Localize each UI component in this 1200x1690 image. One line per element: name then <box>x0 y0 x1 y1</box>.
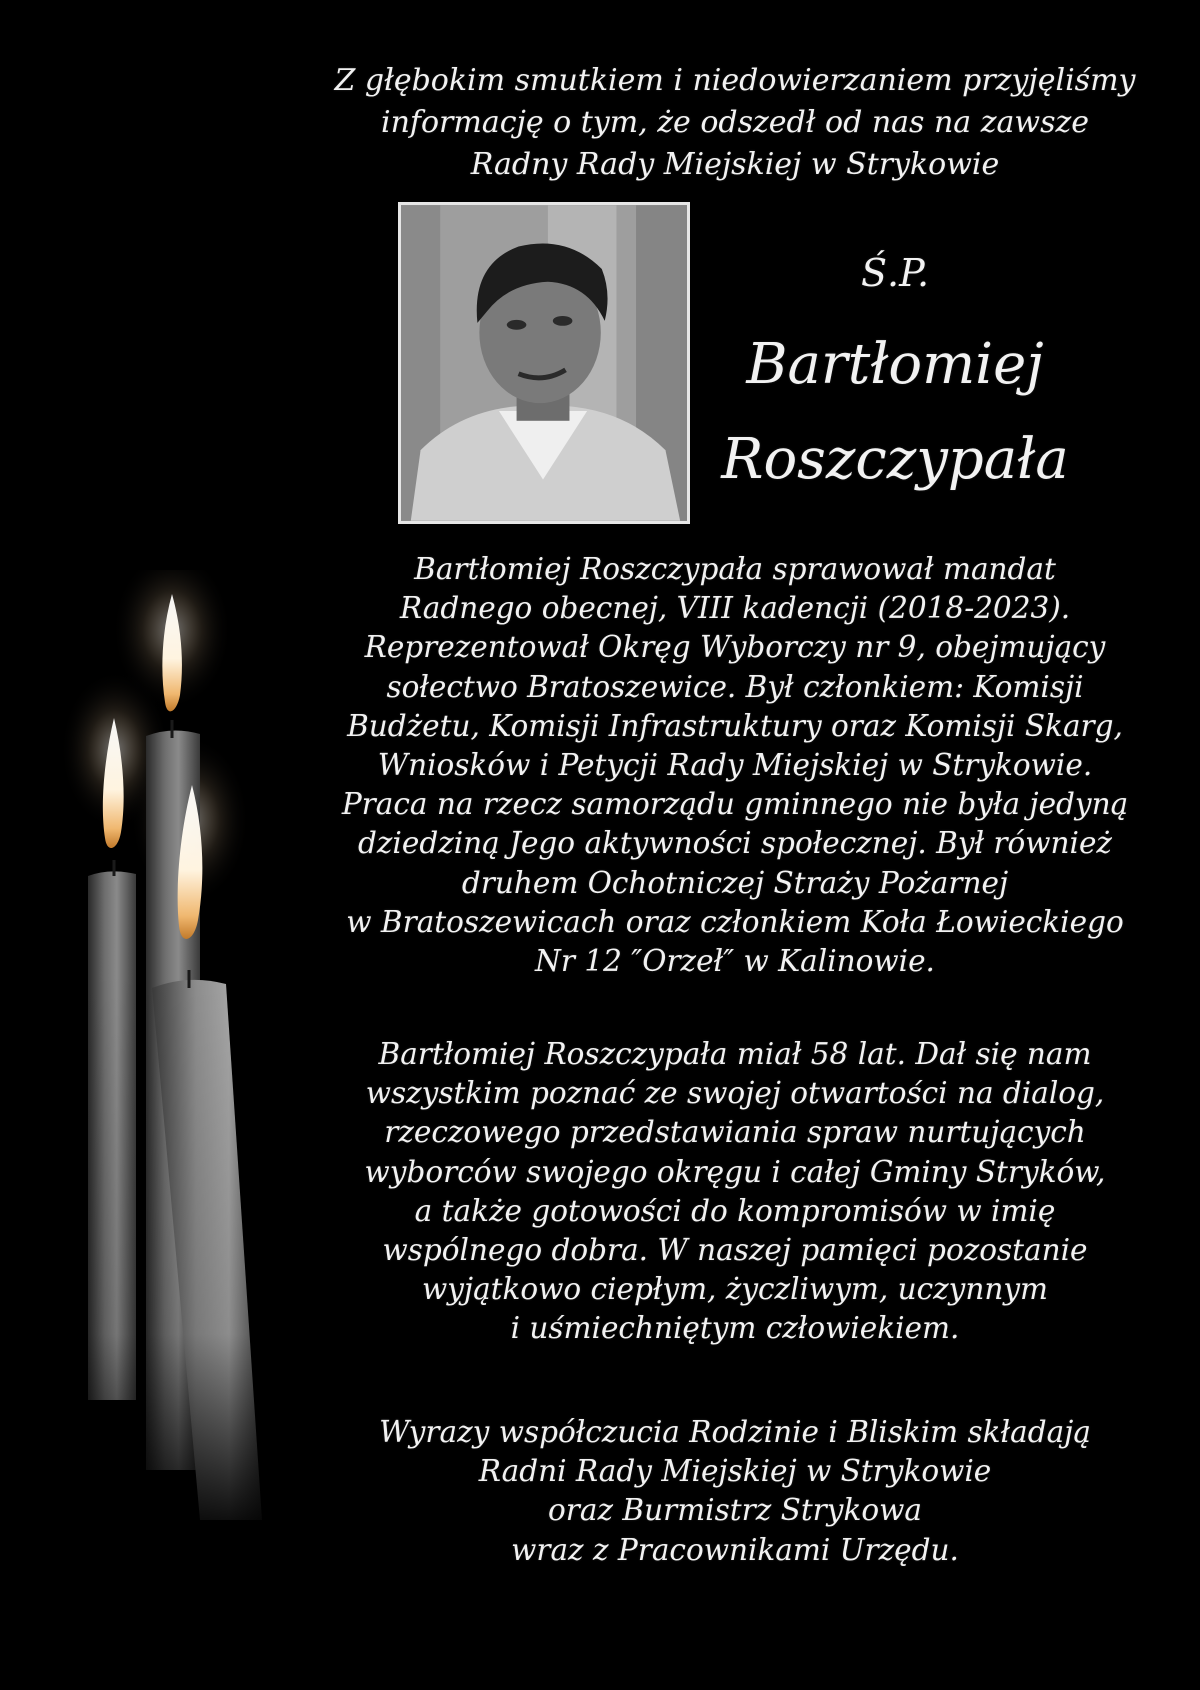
condolences-text: Wyrazy współczucia Rodzinie i Bliskim składają Radni Rady Miejskiej w Strykowie oraz Burmistrz Strykowa wraz z Pracownikami Urzędu. <box>379 1415 1091 1567</box>
biography-paragraph-2: Bartłomiej Roszczypała miał 58 lat. Dał się nam wszystkim poznać ze swojej otwartości na dialog, rzeczowego przedstawiania spraw nurtujących wyborców swojego okręgu i całej Gminy Stryków, a także gotowości do kompromisów w imię wspólnego dobra. W naszej pamięci pozostanie wyjątkowo ciepłym, życzliwym, uczynnym i uśmiechniętym człowiekiem. <box>364 1037 1106 1346</box>
intro-text: Z głębokim smutkiem i niedowierzaniem przyjęliśmy informację o tym, że odszedł od nas na zawsze Radny Rady Miejskiej w Strykowie <box>334 63 1136 182</box>
deceased-first-name: Bartłomiej <box>746 332 1044 397</box>
honorific: Ś.P. <box>860 251 930 295</box>
deceased-last-name: Roszczypała <box>721 427 1069 492</box>
portrait-image <box>401 205 687 521</box>
candles-image <box>0 570 300 1550</box>
portrait-photo <box>398 202 690 524</box>
biography-paragraph-1: Bartłomiej Roszczypała sprawował mandat Radnego obecnej, VIII kadencji (2018-2023). Reprezentował Okręg Wyborczy nr 9, obejmujący sołectwo Bratoszewice. Był członkiem: Komisji Budżetu, Komisji Infrastruktury oraz Komisji Skarg, Wniosków i Petycji Rady Miejskiej w Strykowie. Praca na rzecz samorządu gminnego nie była jedyną dziedziną Jego aktywności społecznej. Był również druhem Ochotniczej Straży Pożarnej w Bratoszewicach oraz członkiem Koła Łowieckiego Nr 12 ″Orzeł″ w Kalinowie. <box>341 552 1129 979</box>
